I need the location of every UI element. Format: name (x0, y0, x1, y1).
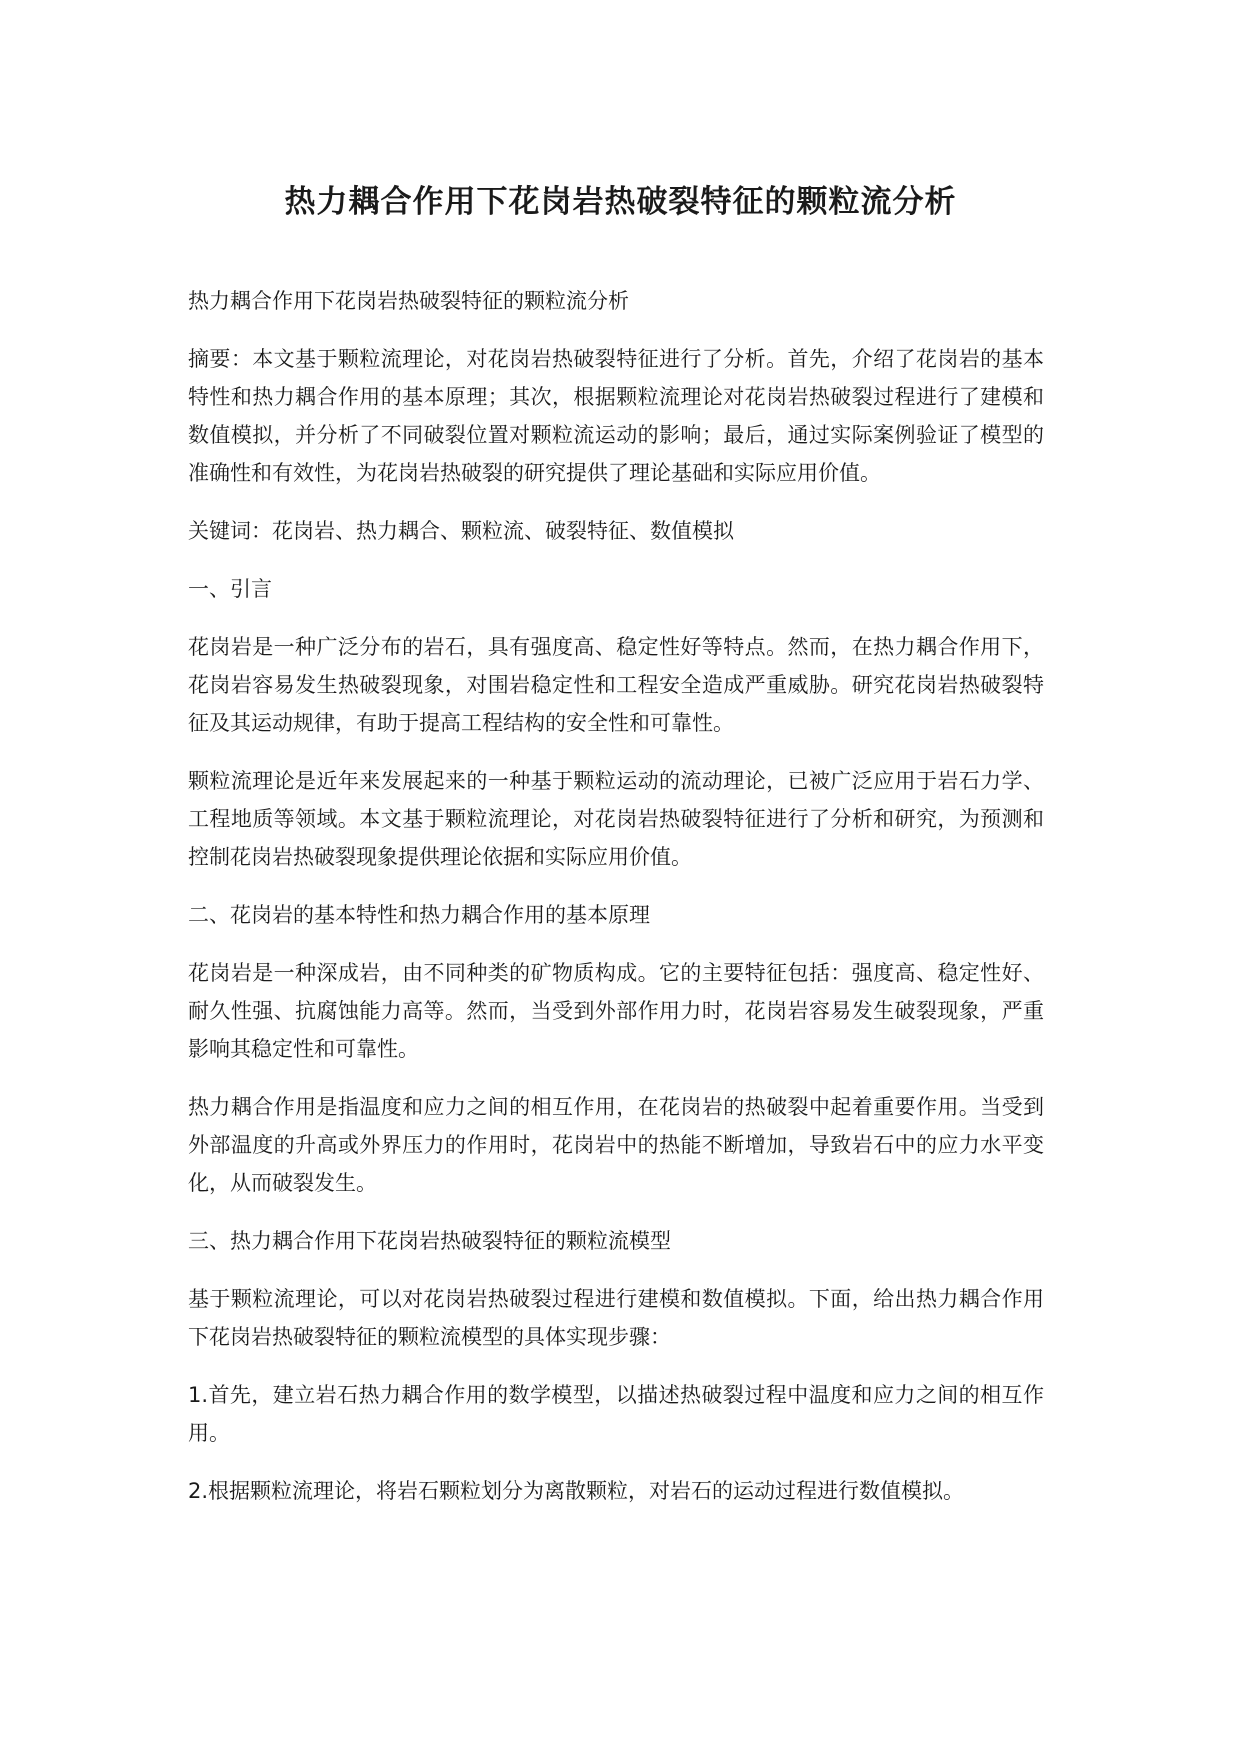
body-paragraph: 基于颗粒流理论，可以对花岗岩热破裂过程进行建模和数值模拟。下面，给出热力耦合作用下花岗岩热破裂特征的颗粒流模型的具体实现步骤： (188, 1287, 1044, 1349)
document-title: 热力耦合作用下花岗岩热破裂特征的颗粒流分析 (284, 184, 957, 220)
document-body (188, 282, 1044, 1530)
list-item-step-2: 2.根据颗粒流理论，将岩石颗粒划分为离散颗粒，对岩石的运动过程进行数值模拟。 (188, 1479, 965, 1503)
body-paragraph: 花岗岩是一种广泛分布的岩石，具有强度高、稳定性好等特点。然而，在热力耦合作用下，花岗岩容易发生热破裂现象，对围岩稳定性和工程安全造成严重威胁。研究花岗岩热破裂特征及其运动规律，有助于提高工程结构的安全性和可靠性。 (188, 635, 1044, 735)
keywords-paragraph: 关键词：花岗岩、热力耦合、颗粒流、破裂特征、数值模拟 (188, 519, 734, 543)
abstract-paragraph: 摘要：本文基于颗粒流理论，对花岗岩热破裂特征进行了分析。首先，介绍了花岗岩的基本特性和热力耦合作用的基本原理；其次，根据颗粒流理论对花岗岩热破裂过程进行了建模和数值模拟，并分析了不同破裂位置对颗粒流运动的影响；最后，通过实际案例验证了模型的准确性和有效性，为花岗岩热破裂的研究提供了理论基础和实际应用价值。 (188, 347, 1044, 485)
body-paragraph: 颗粒流理论是近年来发展起来的一种基于颗粒运动的流动理论，已被广泛应用于岩石力学、工程地质等领域。本文基于颗粒流理论，对花岗岩热破裂特征进行了分析和研究，为预测和控制花岗岩热破裂现象提供理论依据和实际应用价值。 (188, 769, 1044, 869)
section-heading-introduction: 一、引言 (188, 577, 272, 601)
subtitle-paragraph: 热力耦合作用下花岗岩热破裂特征的颗粒流分析 (188, 289, 629, 313)
body-paragraph: 花岗岩是一种深成岩，由不同种类的矿物质构成。它的主要特征包括：强度高、稳定性好、耐久性强、抗腐蚀能力高等。然而，当受到外部作用力时，花岗岩容易发生破裂现象，严重影响其稳定性和可靠性。 (188, 961, 1044, 1061)
list-item-step-1: 1.首先，建立岩石热力耦合作用的数学模型，以描述热破裂过程中温度和应力之间的相互作用。 (188, 1383, 1044, 1445)
section-heading-principles: 二、花岗岩的基本特性和热力耦合作用的基本原理 (188, 903, 650, 927)
body-paragraph: 热力耦合作用是指温度和应力之间的相互作用，在花岗岩的热破裂中起着重要作用。当受到外部温度的升高或外界压力的作用时，花岗岩中的热能不断增加，导致岩石中的应力水平变化，从而破裂发生。 (188, 1095, 1044, 1195)
section-heading-model: 三、热力耦合作用下花岗岩热破裂特征的颗粒流模型 (188, 1229, 671, 1253)
